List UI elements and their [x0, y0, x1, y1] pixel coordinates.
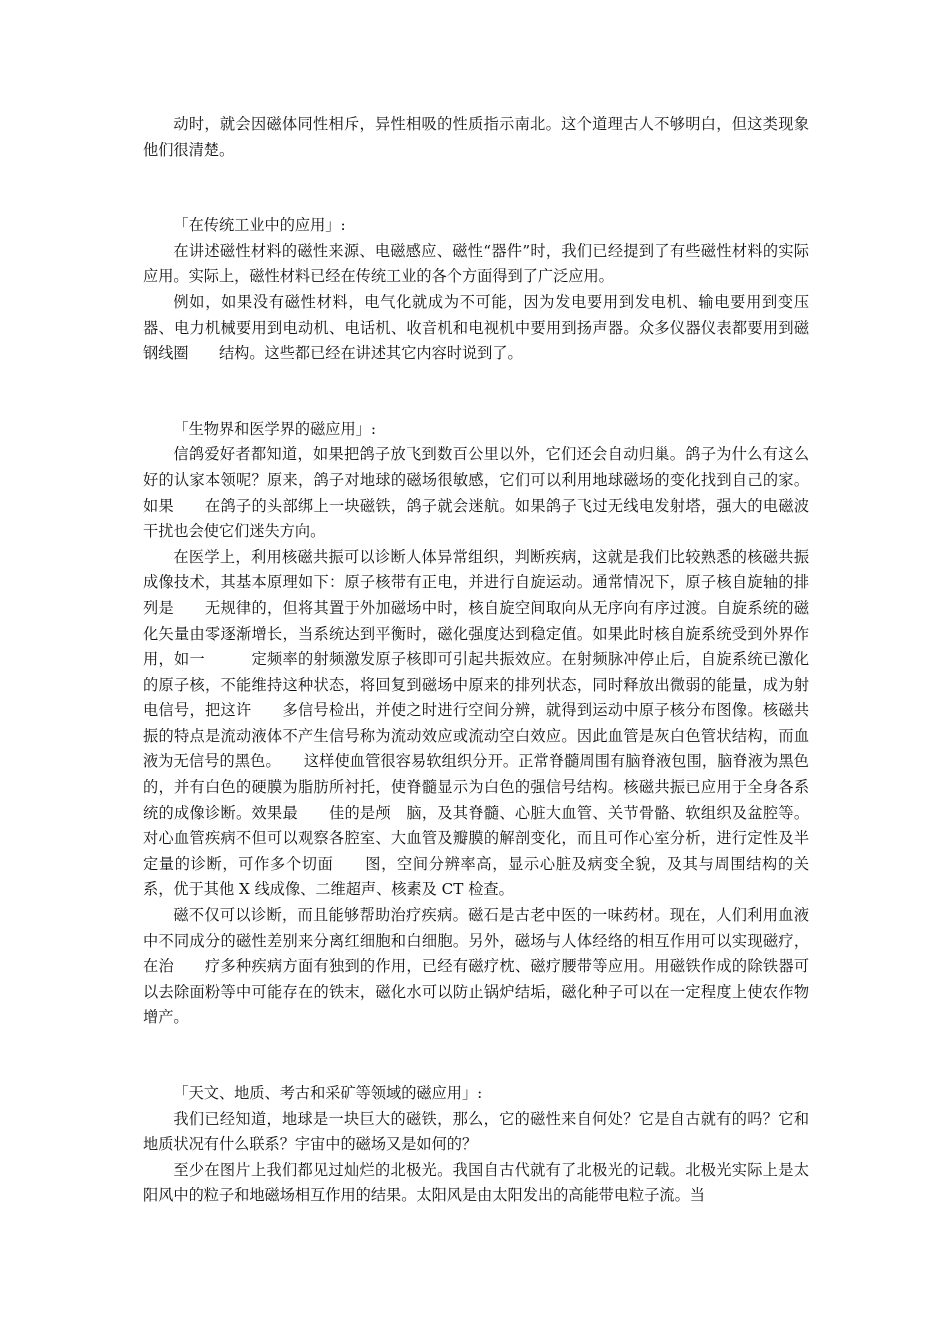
industry-paragraph-2: 例如，如果没有磁性材料，电气化就成为不可能，因为发电要用到发电机、输电要用到变压器、电力机械要用到电动机、电话机、收音机和电视机中要用到扬声器。众多仪器仪表都要用到磁钢线圈 结构。这些都已经在讲述其它内容时说到了。	[143, 292, 809, 363]
astro-paragraph-2: 至少在图片上我们都见过灿烂的北极光。我国自古代就有了北极光的记载。北极光实际上是太阳风中的粒子和地磁场相互作用的结果。太阳风是由太阳发出的高能带电粒子流。当	[143, 1160, 809, 1205]
document-page	[143, 112, 809, 1209]
bio-section	[143, 417, 809, 1031]
bio-paragraph-2: 在医学上，利用核磁共振可以诊断人体异常组织，判断疾病，这就是我们比较熟悉的核磁共振成像技术，其基本原理如下：原子核带有正电，并进行自旋运动。通常情况下，原子核自旋轴的排列是 无规律的，但将其置于外加磁场中时，核自旋空间取向从无序向有序过渡。自旋系统的磁化矢量由零逐渐增长，当系统达到平衡时，磁化强度达到稳定值。如果此时核自旋系统受到外界作用，如一 定频率的射频激发原子核即可引起共振效应。在射频脉冲停止后，自旋系统已激化的原子核，不能维持这种状态，将回复到磁场中原来的排列状态，同时释放出微弱的能量，成为射电信号，把这许 多信号检出，并使之时进行空间分辨，就得到运动中原子核分布图像。核磁共振的特点是流动液体不产生信号称为流动效应或流动空白效应。因此血管是灰白色管状结构，而血液为无信号的黑色。 这样使血管很容易软组织分开。正常脊髓周围有脑脊液包围，脑脊液为黑色的，并有白色的硬膜为脂肪所衬托，使脊髓显示为白色的强信号结构。核磁共振已应用于全身各系统的成像诊断。效果最 佳的是颅 脑，及其脊髓、心脏大血管、关节骨骼、软组织及盆腔等。对心血管疾病不但可以观察各腔室、大血管及瓣膜的解剖变化，而且可作心室分析，进行定性及半定量的诊断，可作多个切面 图，空间分辨率高，显示心脏及病变全貌，及其与周围结构的关系，优于其他 X 线成像、二维超声、核素及 CT 检查。	[143, 547, 809, 899]
section-heading-industry: 「在传统工业中的应用」:	[173, 216, 346, 235]
section-heading-astro: 「天文、地质、考古和采矿等领域的磁应用」:	[173, 1084, 483, 1102]
intro-section	[143, 112, 809, 163]
section-heading-bio: 「生物界和医学界的磁应用」:	[173, 419, 376, 438]
intro-paragraph: 动时，就会因磁体同性相斥，异性相吸的性质指示南北。这个道理古人不够明白，但这类现象他们很清楚。	[143, 115, 809, 159]
industry-paragraph-1: 在讲述磁性材料的磁性来源、电磁感应、磁性“器件”时，我们已经提到了有些磁性材料的实际应用。实际上，磁性材料已经在传统工业的各个方面得到了广泛应用。	[143, 241, 809, 286]
bio-paragraph-3: 磁不仅可以诊断，而且能够帮助治疗疾病。磁石是古老中医的一味药材。现在，人们利用血液中不同成分的磁性差别来分离红细胞和白细胞。另外，磁场与人体经络的相互作用可以实现磁疗，在治 疗多种疾病方面有独到的作用，已经有磁疗枕、磁疗腰带等应用。用磁铁作成的除铁器可以去除面粉等中可能存在的铁末，磁化水可以防止锅炉结垢，磁化种子可以在一定程度上使农作物增产。	[143, 906, 809, 1027]
bio-paragraph-1: 信鸽爱好者都知道，如果把鸽子放飞到数百公里以外，它们还会自动归巢。鸽子为什么有这么好的认家本领呢？原来，鸽子对地球的磁场很敏感，它们可以利用地球磁场的变化找到自己的家。如果 在鸽子的头部绑上一块磁铁，鸽子就会迷航。如果鸽子飞过无线电发射塔，强大的电磁波干扰也会使它们迷失方向。	[143, 445, 809, 541]
astro-section	[143, 1081, 809, 1209]
industry-section	[143, 213, 809, 367]
astro-paragraph-1: 我们已经知道，地球是一块巨大的磁铁，那么，它的磁性来自何处？它是自古就有的吗？它和地质状况有什么联系？宇宙中的磁场又是如何的？	[143, 1109, 809, 1154]
